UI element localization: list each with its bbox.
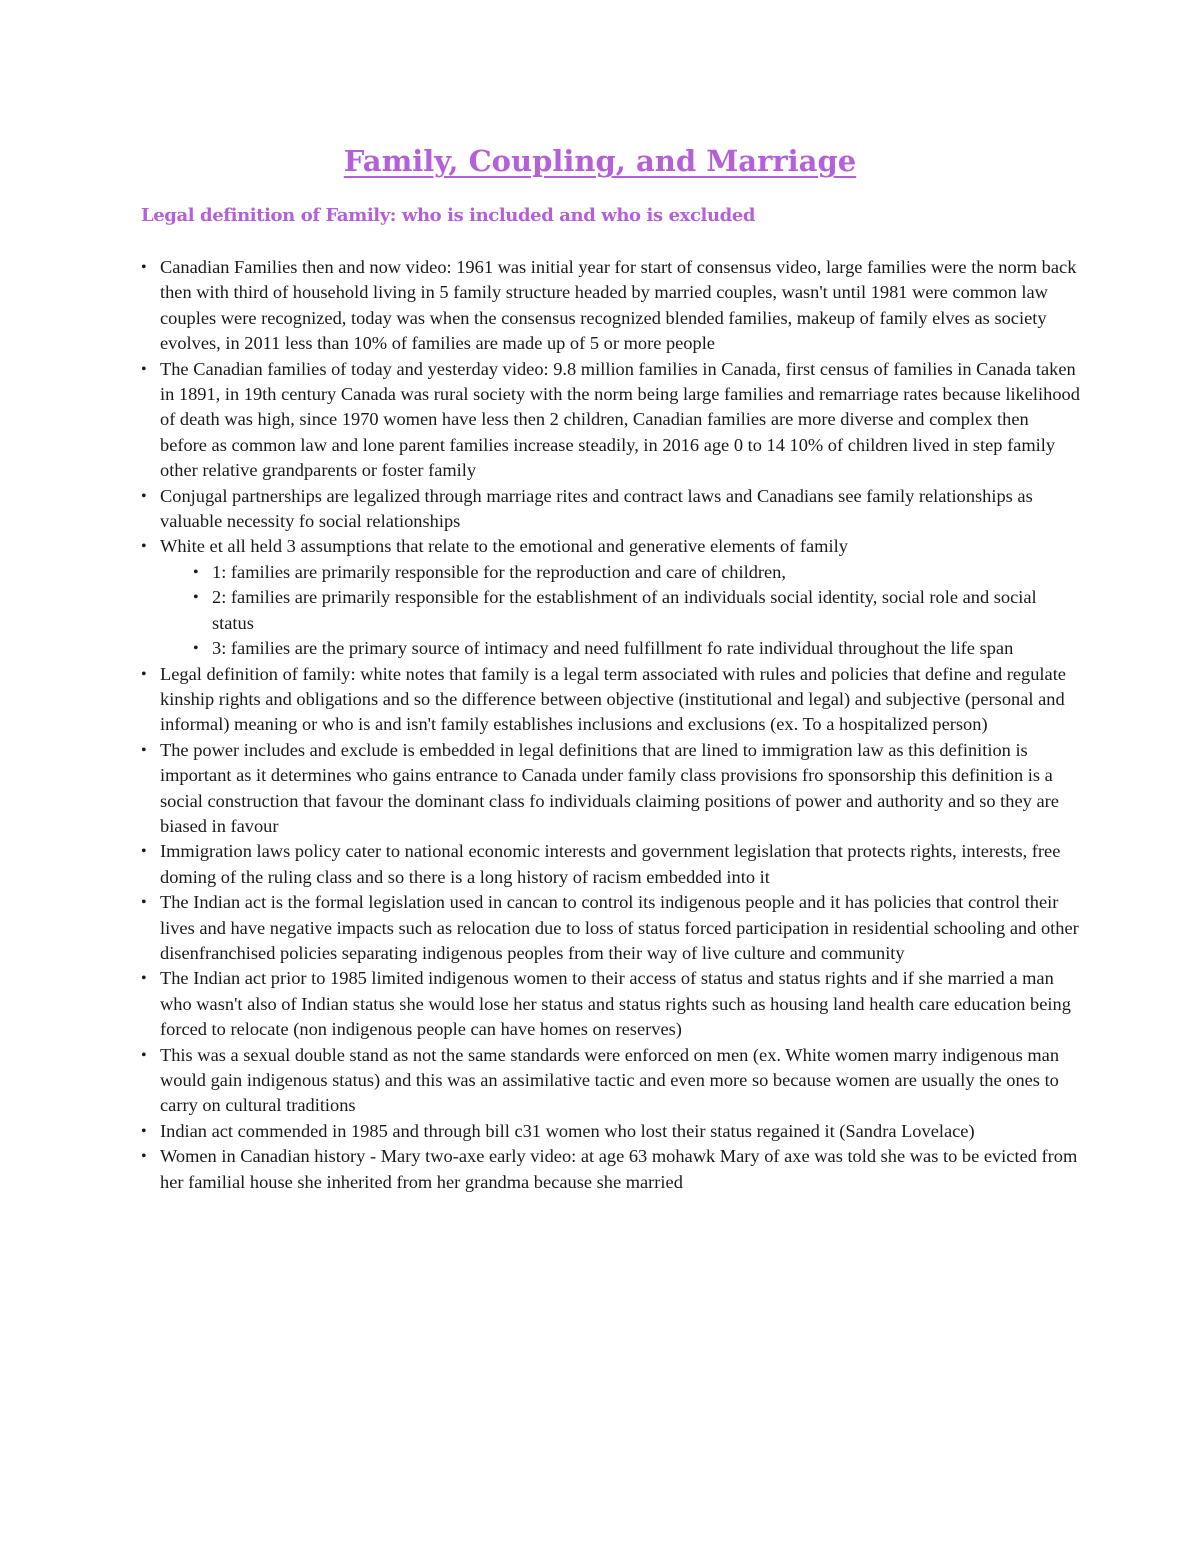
list-item: • The Indian act is the formal legislation used in cancan to control its indigenous people and it has policies that control their lives and have negative impacts such as relocation due to loss of status forced participation in residential schooling and other disenfranchised policies separating indigenous peoples from their way of live culture and community (160, 890, 1080, 966)
document-title: Family, Coupling, and Marriage (343, 144, 857, 178)
list-item: • Canadian Families then and now video: 1961 was initial year for start of consensus video, large families were the norm back then with third of household living in 5 family structure headed by married couples, wasn't until 1981 were common law couples were recognized, today was when the consensus recognized blended families, makeup of family elves as society evolves, in 2011 less than 10% of families are made up of 5 or more people (160, 255, 1080, 357)
section-heading: Legal definition of Family: who is included and who is excluded (141, 205, 756, 226)
list-item: • The Canadian families of today and yesterday video: 9.8 million families in Canada, first census of families in Canada taken in 1891, in 19th century Canada was rural society with the norm being large families and remarriage rates because likelihood of death was high, since 1970 women have less then 2 children, Canadian families are more diverse and complex then before as common law and lone parent families increase steadily, in 2016 age 0 to 14 10% of children lived in step family other relative grandparents or foster family (160, 357, 1080, 484)
bullet-list (160, 255, 1080, 1195)
list-item-with-subitems (160, 534, 1080, 661)
sub-bullet-list (160, 560, 1080, 662)
sub-list-item: • 1: families are primarily responsible for the reproduction and care of children, (212, 560, 1080, 585)
list-item: • The Indian act prior to 1985 limited indigenous women to their access of status and status rights and if she married a man who wasn't also of Indian status she would lose her status and status rights such as housing land health care education being forced to relocate (non indigenous people can have homes on reserves) (160, 966, 1080, 1042)
list-item: • Women in Canadian history - Mary two-axe early video: at age 63 mohawk Mary of axe was told she was to be evicted from her familial house she inherited from her grandma because she married (160, 1144, 1080, 1195)
sub-list-item: • 2: families are primarily responsible for the establishment of an individuals social identity, social role and social status (212, 585, 1080, 636)
list-item: • The power includes and exclude is embedded in legal definitions that are lined to immigration law as this definition is important as it determines who gains entrance to Canada under family class provisions fro sponsorship this definition is a social construction that favour the dominant class fo individuals claiming positions of power and authority and so they are biased in favour (160, 738, 1080, 840)
list-item: • This was a sexual double stand as not the same standards were enforced on men (ex. White women marry indigenous man would gain indigenous status) and this was an assimilative tactic and even more so because women are usually the ones to carry on cultural traditions (160, 1043, 1080, 1119)
list-item: • Conjugal partnerships are legalized through marriage rites and contract laws and Canadians see family relationships as valuable necessity fo social relationships (160, 484, 1080, 535)
list-item: • Indian act commended in 1985 and through bill c31 women who lost their status regained it (Sandra Lovelace) (160, 1119, 1080, 1144)
list-item-text: White et all held 3 assumptions that relate to the emotional and generative elements of family (160, 536, 848, 557)
sub-list-item: • 3: families are the primary source of intimacy and need fulfillment fo rate individual throughout the life span (212, 636, 1080, 661)
list-item: • Immigration laws policy cater to national economic interests and government legislation that protects rights, interests, free doming of the ruling class and so there is a long history of racism embedded into it (160, 839, 1080, 890)
list-item: • Legal definition of family: white notes that family is a legal term associated with rules and policies that define and regulate kinship rights and obligations and so the difference between objective (institutional and legal) and subjective (personal and informal) meaning or who is and isn't family establishes inclusions and exclusions (ex. To a hospitalized person) (160, 662, 1080, 738)
